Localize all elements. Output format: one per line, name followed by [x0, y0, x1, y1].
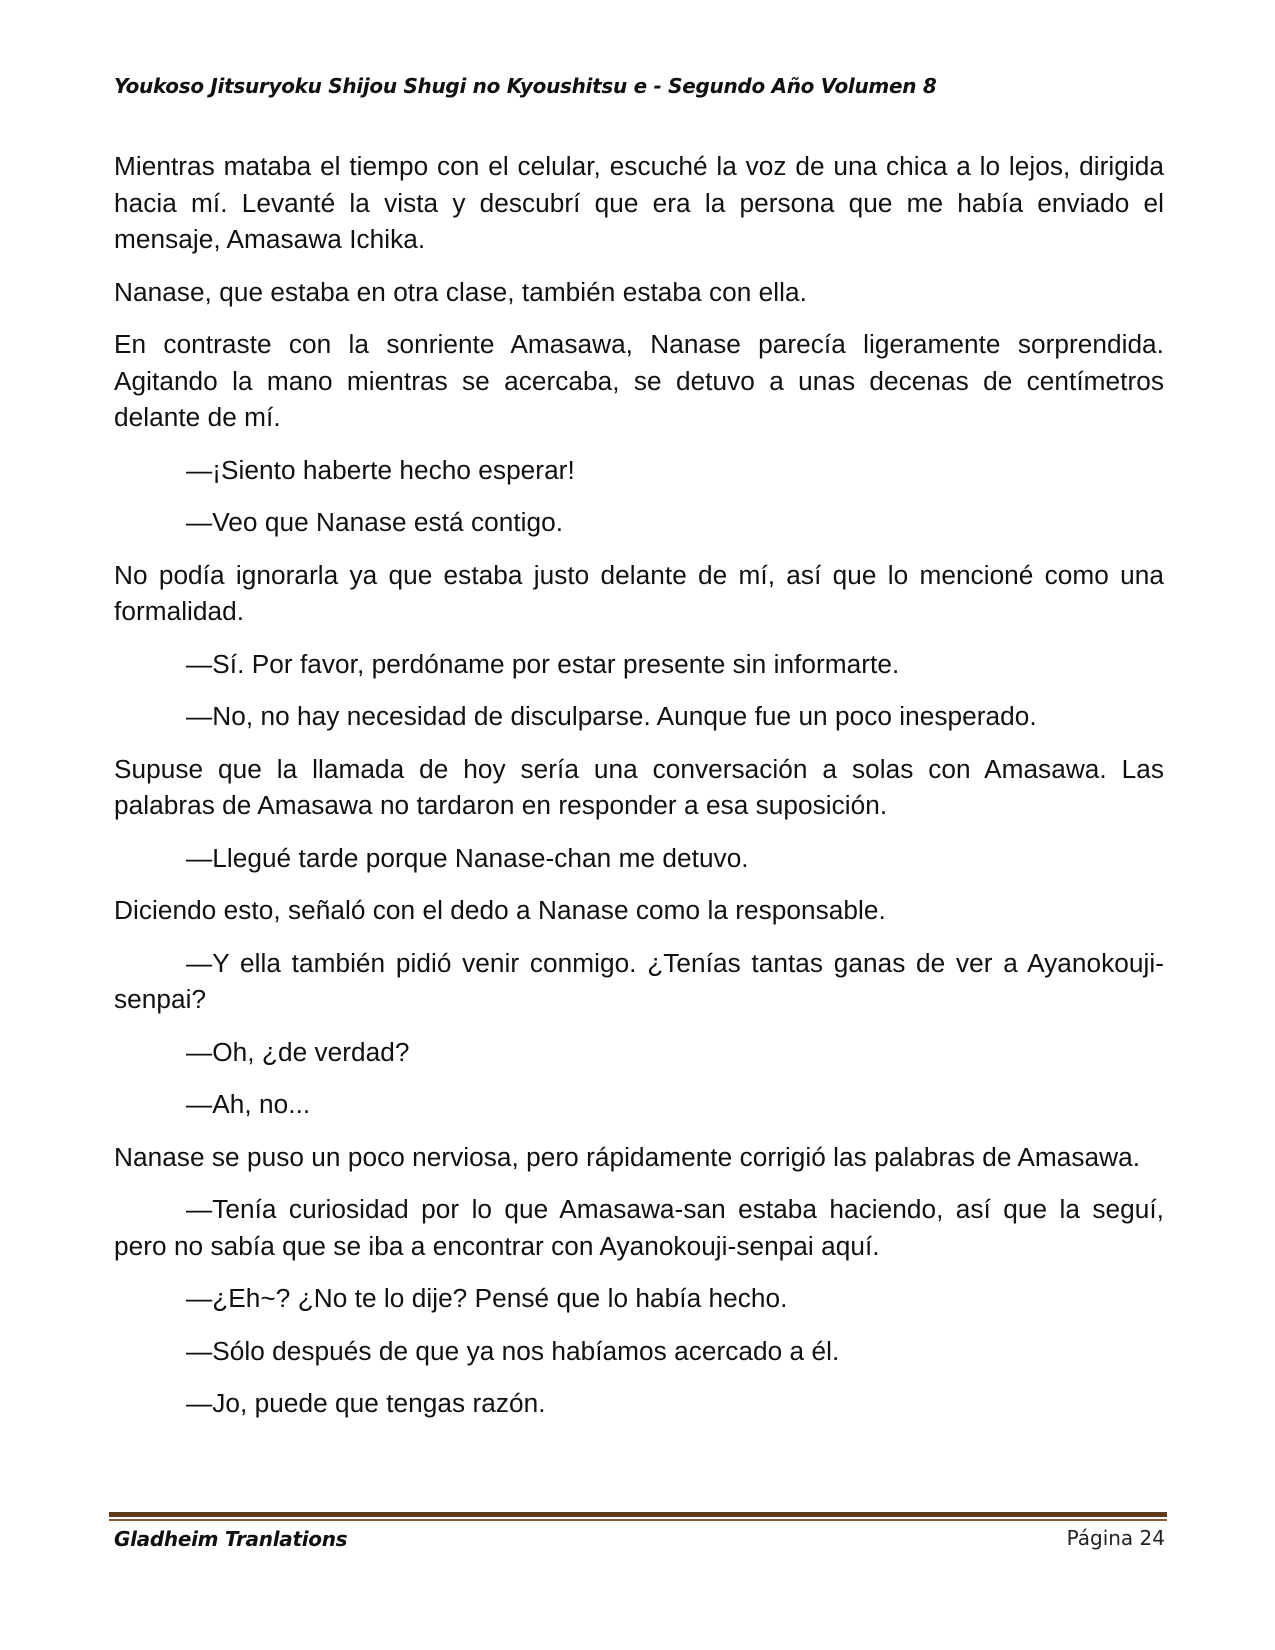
paragraph: Diciendo esto, señaló con el dedo a Nanase como la responsable.	[114, 895, 886, 925]
paragraph: No podía ignorarla ya que estaba justo delante de mí, así que lo mencioné como una formalidad.	[114, 559, 1164, 626]
footer-divider	[109, 1512, 1167, 1521]
footer-page-number	[1067, 1526, 1165, 1550]
page-label: Página	[1066, 1526, 1134, 1550]
dialogue-line: —Veo que Nanase está contigo.	[186, 507, 564, 537]
dialogue-line: —¿Eh~? ¿No te lo dije? Pensé que lo había hecho.	[186, 1283, 788, 1313]
footer-divider-thick	[109, 1512, 1167, 1517]
dialogue-line: —¡Siento haberte hecho esperar!	[186, 454, 575, 485]
page-header-title: Youkoso Jitsuryoku Shijou Shugi no Kyoushitsu e - Segundo Año Volumen 8	[114, 74, 937, 98]
dialogue-line: —Llegué tarde porque Nanase-chan me detuvo.	[186, 842, 749, 873]
dialogue-line: —No, no hay necesidad de disculparse. Aunque fue un poco inesperado.	[186, 701, 1037, 731]
page-number: 24	[1139, 1526, 1165, 1550]
dialogue-line: —Oh, ¿de verdad?	[186, 1036, 410, 1067]
paragraph: Supuse que la llamada de hoy sería una conversación a solas con Amasawa. Las palabras de Amasawa no tardaron en responder a esa suposición.	[114, 753, 1164, 820]
footer-divider-thin	[109, 1519, 1167, 1521]
dialogue-line: —Y ella también pidió venir conmigo. ¿Tenías tantas ganas de ver a Ayanokouji-senpai?	[114, 947, 1164, 1014]
dialogue-line: —Tenía curiosidad por lo que Amasawa-san estaba haciendo, así que la seguí, pero no sabía que se iba a encontrar con Ayanokouji-senpai aquí.	[114, 1194, 1164, 1261]
dialogue-line: —Sólo después de que ya nos habíamos acercado a él.	[186, 1335, 840, 1366]
paragraph: Nanase, que estaba en otra clase, también estaba con ella.	[114, 276, 807, 307]
dialogue-line: —Ah, no...	[186, 1089, 311, 1119]
paragraph: Mientras mataba el tiempo con el celular, escuché la voz de una chica a lo lejos, dirigida hacia mí. Levanté la vista y descubrí que era la persona que me había enviado el mensaje, Amasawa Ichika.	[114, 151, 1164, 254]
paragraph: En contraste con la sonriente Amasawa, Nanase parecía ligeramente sorprendida. Agitando la mano mientras se acercaba, se detuvo a unas decenas de centímetros delante de mí.	[114, 329, 1164, 432]
dialogue-line: —Jo, puede que tengas razón.	[186, 1388, 546, 1418]
body-text	[114, 148, 1164, 1438]
paragraph: Nanase se puso un poco nerviosa, pero rápidamente corrigió las palabras de Amasawa.	[114, 1141, 1141, 1172]
dialogue-line: —Sí. Por favor, perdóname por estar presente sin informarte.	[186, 648, 900, 679]
footer-publisher: Gladheim Tranlations	[114, 1527, 348, 1551]
